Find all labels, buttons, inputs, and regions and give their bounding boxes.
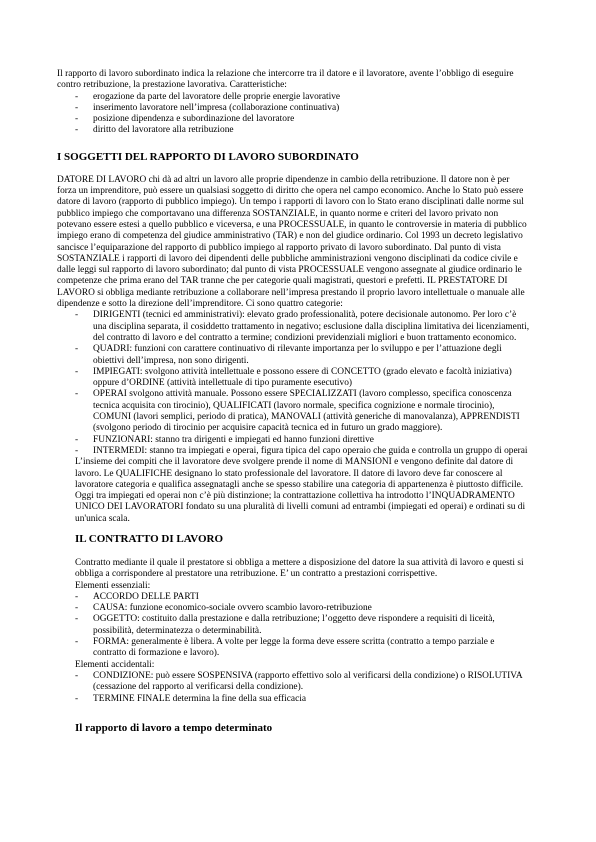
- worker-categories-list: [75, 310, 530, 457]
- worker-category-item: [75, 367, 530, 390]
- section-intro: [57, 69, 530, 137]
- worker-category-text: QUADRI: funzioni con carattere continuativo di rilevante importanza per lo sviluppo e per l’attuazione degli obiettivi dell’impresa, non sono dirigenti.: [93, 344, 502, 366]
- list-marker: -: [75, 344, 79, 355]
- essential-element-item: [75, 637, 530, 660]
- essential-element-text: FORMA: generalmente è libera. A volte per legge la forma deve essere scritta (contratto a tempo parziale e contratto di formazione e lavoro).: [93, 637, 495, 659]
- list-marker: -: [75, 670, 79, 681]
- section-soggetti: [57, 151, 530, 525]
- mansioni-paragraph: L’insieme dei compiti che il lavoratore deve svolgere prende il nome di MANSIONI e vengono definite dal datore di lavoro. Le QUALIFICHE designano lo stato professionale del lavoratore. Il datore di lavoro deve far conoscere al lavoratore categoria e qualifica assegnatagli anche se spesso stabilire una categoria di appartenenza è piuttosto difficile. Oggi tra impiegati ed operai non c’è più distinzione; la contrattazione collettiva ha introdotto l’INQUADRAMENTO UNICO DEI LAVORATORI fondato su una pluralità di livelli comuni ad entrambi (impiegati ed operai) e ordinati su di un'unica scala.: [75, 457, 526, 524]
- accidental-element-text: CONDIZIONE: può essere SOSPENSIVA (rapporto effettivo solo al verificarsi della condizione) o RISOLUTIVA (cessazione del rapporto al verificarsi della condizione).: [93, 670, 523, 693]
- list-marker: -: [75, 434, 79, 445]
- list-marker: -: [75, 125, 79, 136]
- essential-element-item: [75, 614, 530, 637]
- list-marker: -: [75, 603, 79, 614]
- worker-category-text: IMPIEGATI: svolgono attività intellettuale e possono essere di CONCETTO (grado elevato e facoltà iniziativa) oppure d’ORDINE (attività intellettuale di tipo puramente esecutivo): [93, 366, 512, 389]
- essential-element-item: [75, 592, 530, 603]
- section-heading-tempo-determinato: Il rapporto di lavoro a tempo determinato: [75, 721, 273, 734]
- list-marker: -: [75, 102, 79, 113]
- worker-category-item: [75, 435, 530, 446]
- essential-element-item: [75, 603, 530, 614]
- characteristic-text: posizione dipendenza e subordinazione del lavoratore: [93, 114, 295, 125]
- list-marker: -: [75, 114, 79, 125]
- worker-category-text: INTERMEDI: stanno tra impiegati e operai, figura tipica del capo operaio che guida e controlla un gruppo di operai: [93, 445, 528, 456]
- list-marker: -: [75, 366, 79, 377]
- section-heading-contratto: IL CONTRATTO DI LAVORO: [75, 532, 224, 545]
- list-marker: -: [75, 693, 79, 704]
- characteristic-text: erogazione da parte del lavoratore delle proprie energie lavorative: [93, 91, 341, 102]
- datore-paragraph: DATORE DI LAVORO chi dà ad altri un lavoro alle proprie dipendenze in cambio della retribuzione. Il datore non è per forza un imprenditore, può essere un qualsiasi soggetto di diritto che opera nel campo economico. Anche lo Stato può essere datore di lavoro (rapporto di pubblico impiego). Un tempo i rapporti di lavoro con lo Stato erano disciplinati dalle norme sul pubblico impiego che comportavano una differenza SOSTANZIALE, in quanto norme e criteri del lavoro privato non potevano essere estesi a quello pubblico e viceversa, e una PROCESSUALE, in quanto le controversie in materia di pubblico impiego erano di competenza del giudice amministrativo (TAR) e non del giudice ordinario. Col 1993 un decreto legislativo sancisce l’equiparazione del rapporto di pubblico impiego al rapporto privato di lavoro subordinato. Dal punto di vista SOSTANZIALE i rapporti di lavoro dei dipendenti delle pubbliche amministrazioni vengono disciplinati da codice civile e dalle leggi sul rapporto di lavoro subordinato; dal punto di vista PROCESSUALE vengono assegnate al giudice ordinario le competenze che prima erano del TAR tranne che per categorie quali magistrati, questori e prefetti. IL PRESTATORE DI LAVORO si obbliga mediante retribuzione a collaborare nell’impresa prestando il proprio lavoro intellettuale o manuale alle dipendenze e sotto la direzione dell’imprenditore. Ci sono quattro categorie:: [57, 174, 527, 310]
- worker-category-item: [75, 310, 530, 344]
- accidental-element-item: [75, 694, 530, 705]
- characteristic-text: inserimento lavoratore nell’impresa (collaborazione continuativa): [93, 102, 340, 113]
- list-marker: -: [75, 591, 79, 602]
- accidental-element-item: [75, 671, 530, 694]
- characteristic-item: [75, 92, 530, 103]
- intro-paragraph: Il rapporto di lavoro subordinato indica la relazione che intercorre tra il datore e il lavoratore, avente l’obbligo di eseguire contro retribuzione, la prestazione lavorativa. Caratteristiche:: [57, 69, 514, 91]
- section-heading-soggetti: I SOGGETTI DEL RAPPORTO DI LAVORO SUBORDINATO: [57, 150, 359, 163]
- characteristic-item: [75, 114, 530, 125]
- accidental-elements-list: [75, 671, 530, 705]
- characteristic-text: diritto del lavoratore alla retribuzione: [93, 125, 234, 136]
- accidental-element-text: TERMINE FINALE determina la fine della sua efficacia: [93, 693, 307, 704]
- worker-category-text: OPERAI svolgono attività manuale. Possono essere SPECIALIZZATI (lavoro complesso, specifica conoscenza tecnica acquisita con tirocinio), QUALIFICATI (lavoro normale, specifica cognizione e normale tirocinio), COMUNI (lavori semplici, periodo di pratica), MANOVALI (attività generiche di manovalanza), APPRENDISTI (svolgono periodo di tirocinio per acquisire capacità tecnica ed in futuro un grado maggiore).: [93, 389, 520, 434]
- characteristics-list: [75, 92, 530, 137]
- worker-category-item: [75, 389, 530, 434]
- list-marker: -: [75, 445, 79, 456]
- essential-element-text: ACCORDO DELLE PARTI: [93, 591, 199, 602]
- list-marker: -: [75, 614, 79, 625]
- worker-category-item: [75, 344, 530, 367]
- essential-elements-label: Elementi essenziali:: [75, 580, 151, 591]
- worker-category-item: [75, 446, 530, 457]
- list-marker: -: [75, 310, 79, 321]
- worker-category-text: FUNZIONARI: stanno tra dirigenti e impiegati ed hanno funzioni direttive: [93, 434, 374, 445]
- essential-element-text: OGGETTO: costituito dalla prestazione e dalla retribuzione; l’oggetto deve rispondere a requisiti di liceità, possibilità, determinatezza o determinabilità.: [93, 614, 495, 636]
- list-marker: -: [75, 91, 79, 102]
- section-contratto: [75, 533, 530, 735]
- contratto-paragraph: Contratto mediante il quale il prestatore si obbliga a mettere a disposizione del datore la sua attività di lavoro e questi si obbliga a corrispondere al prestatore una retribuzione. E’ un contratto a prestazioni corrispettive.: [75, 557, 524, 580]
- list-marker: -: [75, 637, 79, 648]
- characteristic-item: [75, 125, 530, 136]
- list-marker: -: [75, 389, 79, 400]
- essential-element-text: CAUSA: funzione economico-sociale ovvero scambio lavoro-retribuzione: [93, 603, 372, 614]
- accidental-elements-label: Elementi accidentali:: [75, 659, 155, 670]
- characteristic-item: [75, 103, 530, 114]
- essential-elements-list: [75, 592, 530, 660]
- worker-category-text: DIRIGENTI (tecnici ed amministrativi): elevato grado professionalità, potere decisionale autonomo. Per loro c’è una disciplina separata, il cosiddetto trattamento in negativo; esclusione dalla disciplina limitativa dei licenziamenti, del contratto di lavoro e del contratto a termine; condizioni previdenziali migliori e buon trattamento economico.: [93, 310, 530, 343]
